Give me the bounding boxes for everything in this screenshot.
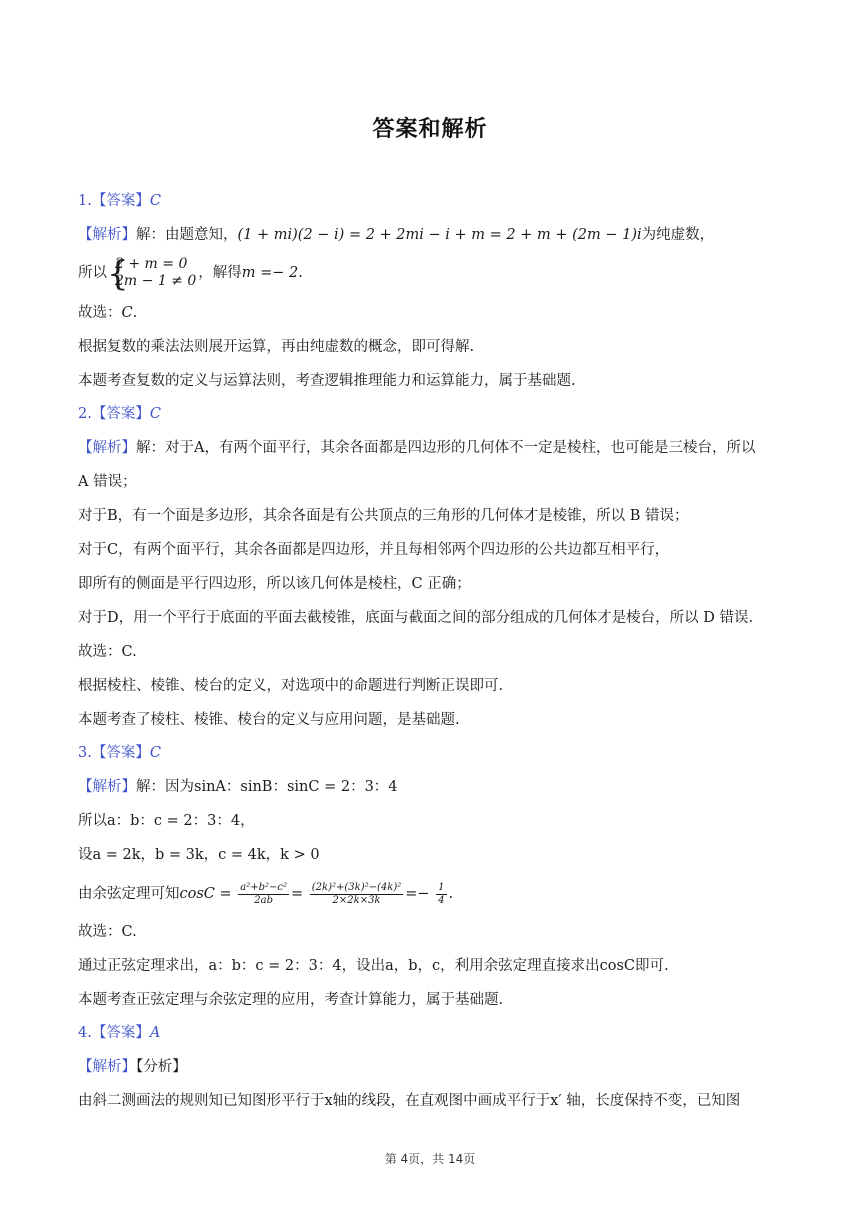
analysis-line [78,1057,187,1077]
brace-symbol: { [107,254,129,294]
equals-sign: = [291,886,304,902]
analysis-tag: 【解析】 [78,440,136,456]
analysis-text: 解：由题意知， [136,227,238,243]
equals-sign: =− [405,886,430,902]
sub-tag: 【分析】 [136,1059,187,1075]
analysis-text: 为纯虚数， [641,227,715,243]
page-footer: 第 4页，共 14页 [384,1152,476,1166]
punctuation: . [298,265,303,281]
analysis-text: 故选： [78,305,122,321]
answer-tag: 【答案】 [91,406,150,422]
answer-value: C [149,193,161,209]
analysis-line: 对于C，有两个面平行，其余各面都是四边形，并且每相邻两个四边形的公共边都互相平行， [78,542,670,558]
math-expression: cosC = [179,886,232,902]
analysis-line: A 错误； [78,474,137,490]
analysis-line: 本题考查复数的定义与运算法则，考查逻辑推理能力和运算能力，属于基础题. [78,373,576,389]
answer-tag: 【答案】 [91,193,150,209]
fraction [310,882,403,907]
analysis-text: 由余弦定理可知 [78,886,180,902]
fraction-numerator: a²+b²−c² [240,881,288,893]
fraction-denominator: 2×2k×3k [332,894,381,906]
question-number: 3. [78,745,92,761]
analysis-tag: 【解析】 [78,1059,136,1075]
analysis-line: 对于B，有一个面是多边形，其余各面是有公共顶点的三角形的几何体才是棱锥，所以 B 错误； [78,508,689,524]
analysis-line: 对于D，用一个平行于底面的平面去截棱锥，底面与截面之间的部分组成的几何体才是棱台，所以 D 错误. [78,610,754,626]
analysis-line: 设a = 2k，b = 3k，c = 4k，k > 0 [78,847,320,863]
page-title: 答案和解析 [372,117,488,142]
answer-line-4 [78,1023,160,1043]
fraction-denominator: 2ab [254,894,273,906]
fraction-numerator: (2k)²+(3k)²−(4k)² [311,881,402,893]
answer-value: C [149,406,161,422]
answer-tag: 【答案】 [91,745,150,761]
fraction [436,882,446,907]
question-number: 1. [78,193,92,209]
analysis-line: 根据棱柱、棱锥、棱台的定义，对选项中的命题进行判断正误即可. [78,678,504,694]
punctuation: . [132,305,138,321]
answer-line-3 [78,743,161,763]
system-row: 2m − 1 ≠ 0 [115,273,197,289]
fraction [238,882,289,907]
analysis-text: 所以 [78,265,107,281]
analysis-line [78,438,755,458]
analysis-line [78,880,453,908]
analysis-line [78,777,398,797]
analysis-line [78,254,303,294]
analysis-line: 通过正弦定理求出，a：b：c = 2：3：4，设出a，b，c，利用余弦定理直接求出cosC即可. [78,958,669,974]
answer-value: C [149,745,161,761]
answer-value: A [149,1025,161,1041]
fraction-numerator: 1 [438,881,445,893]
analysis-text: 解：因为sinA：sinB：sinC = 2：3：4 [136,779,398,795]
analysis-line: 所以a：b：c = 2：3：4， [78,813,255,829]
analysis-line [78,225,714,245]
answer-line-2 [78,404,161,424]
analysis-line: 即所有的侧面是平行四边形，所以该几何体是棱柱，C 正确； [78,576,471,592]
analysis-line [78,303,137,323]
math-expression: m =− 2 [241,265,299,281]
analysis-line: 本题考查了棱柱、棱锥、棱台的定义与应用问题，是基础题. [78,712,460,728]
answer-tag: 【答案】 [91,1025,150,1041]
punctuation: . [448,886,454,902]
analysis-tag: 【解析】 [78,227,136,243]
system-row: 2 + m = 0 [115,256,188,272]
analysis-line: 由斜二测画法的规则知已知图形平行于x轴的线段，在直观图中画成平行于x′ 轴，长度保持不变，已知图 [78,1093,741,1109]
math-expression: C [121,305,133,321]
analysis-tag: 【解析】 [78,779,136,795]
question-number: 4. [78,1025,92,1041]
question-number: 2. [78,406,92,422]
analysis-text: ，解得 [198,265,242,281]
analysis-text: 解：对于A，有两个面平行，其余各面都是四边形的几何体不一定是棱柱，也可能是三棱台，所以 [136,440,756,456]
equation-system [107,254,197,294]
answer-line-1 [78,191,161,211]
analysis-line: 故选：C. [78,644,137,660]
analysis-line: 根据复数的乘法法则展开运算，再由纯虚数的概念，即可得解. [78,339,475,355]
math-expression: (1 + mi)(2 − i) = 2 + 2mi − i + m = 2 + m + (2m − 1)i [237,227,642,243]
analysis-line: 故选：C. [78,924,137,940]
analysis-line: 本题考查正弦定理与余弦定理的应用，考查计算能力，属于基础题. [78,992,504,1008]
fraction-denominator: 4 [438,894,445,906]
